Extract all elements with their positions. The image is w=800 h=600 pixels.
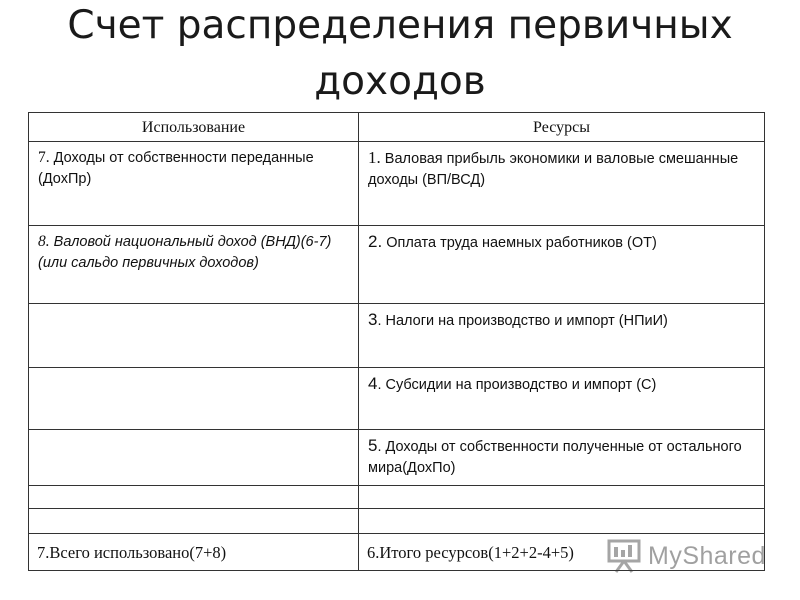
title-line-2: доходов [314,59,486,104]
watermark [606,536,766,576]
item-text: . Доходы от собственности полученные от остального мира(ДохПо) [368,439,742,476]
table-row-empty [29,486,765,509]
resource-cell [359,226,765,304]
resource-cell [359,430,765,486]
item-text: . Налоги на производство и импорт (НПиИ) [377,313,668,329]
item-text: Валовой национальный доход (ВНД)(6-7)(или сальдо первичных доходов) [38,234,332,271]
table-row [29,430,765,486]
resource-cell-empty [359,509,765,534]
account-table [28,112,765,571]
resources-total: 6.Итого ресурсов(1+2+2-4+5) [359,534,765,571]
resource-cell [359,142,765,226]
table-row [29,142,765,226]
item-text: Доходы от собственности переданные (ДохПр) [38,150,314,187]
usage-cell-empty [29,430,359,486]
item-text: . Субсидии на производство и импорт (С) [377,377,657,393]
header-usage: Использование [29,113,359,142]
table-row-empty [29,509,765,534]
table-row [29,304,765,368]
header-resources: Ресурсы [359,113,765,142]
watermark-text: MyShared [648,541,766,570]
item-number: 2. [368,232,383,251]
usage-cell-empty [29,304,359,368]
item-number: 5 [368,436,378,455]
item-number: 7. [38,149,50,166]
usage-cell-empty [29,509,359,534]
item-number: 8. [38,233,50,250]
item-number: 1. [368,148,381,167]
usage-total: 7.Всего использовано(7+8) [29,534,359,571]
table-row [29,226,765,304]
item-text: Валовая прибыль экономики и валовые смешанные доходы (ВП/ВСД) [368,151,739,188]
usage-cell-empty [29,368,359,430]
item-text: Оплата труда наемных работников (ОТ) [382,235,657,251]
resource-cell [359,368,765,430]
table-row [29,368,765,430]
usage-cell [29,142,359,226]
page-title [0,0,800,110]
table-header-row [29,113,765,142]
resource-cell-empty [359,486,765,509]
usage-cell [29,226,359,304]
resource-cell [359,304,765,368]
title-line-1: Счет распределения первичных [67,3,733,48]
item-number: 4 [368,374,378,393]
usage-cell-empty [29,486,359,509]
presentation-board-icon [606,538,644,574]
item-number: 3 [368,310,378,329]
